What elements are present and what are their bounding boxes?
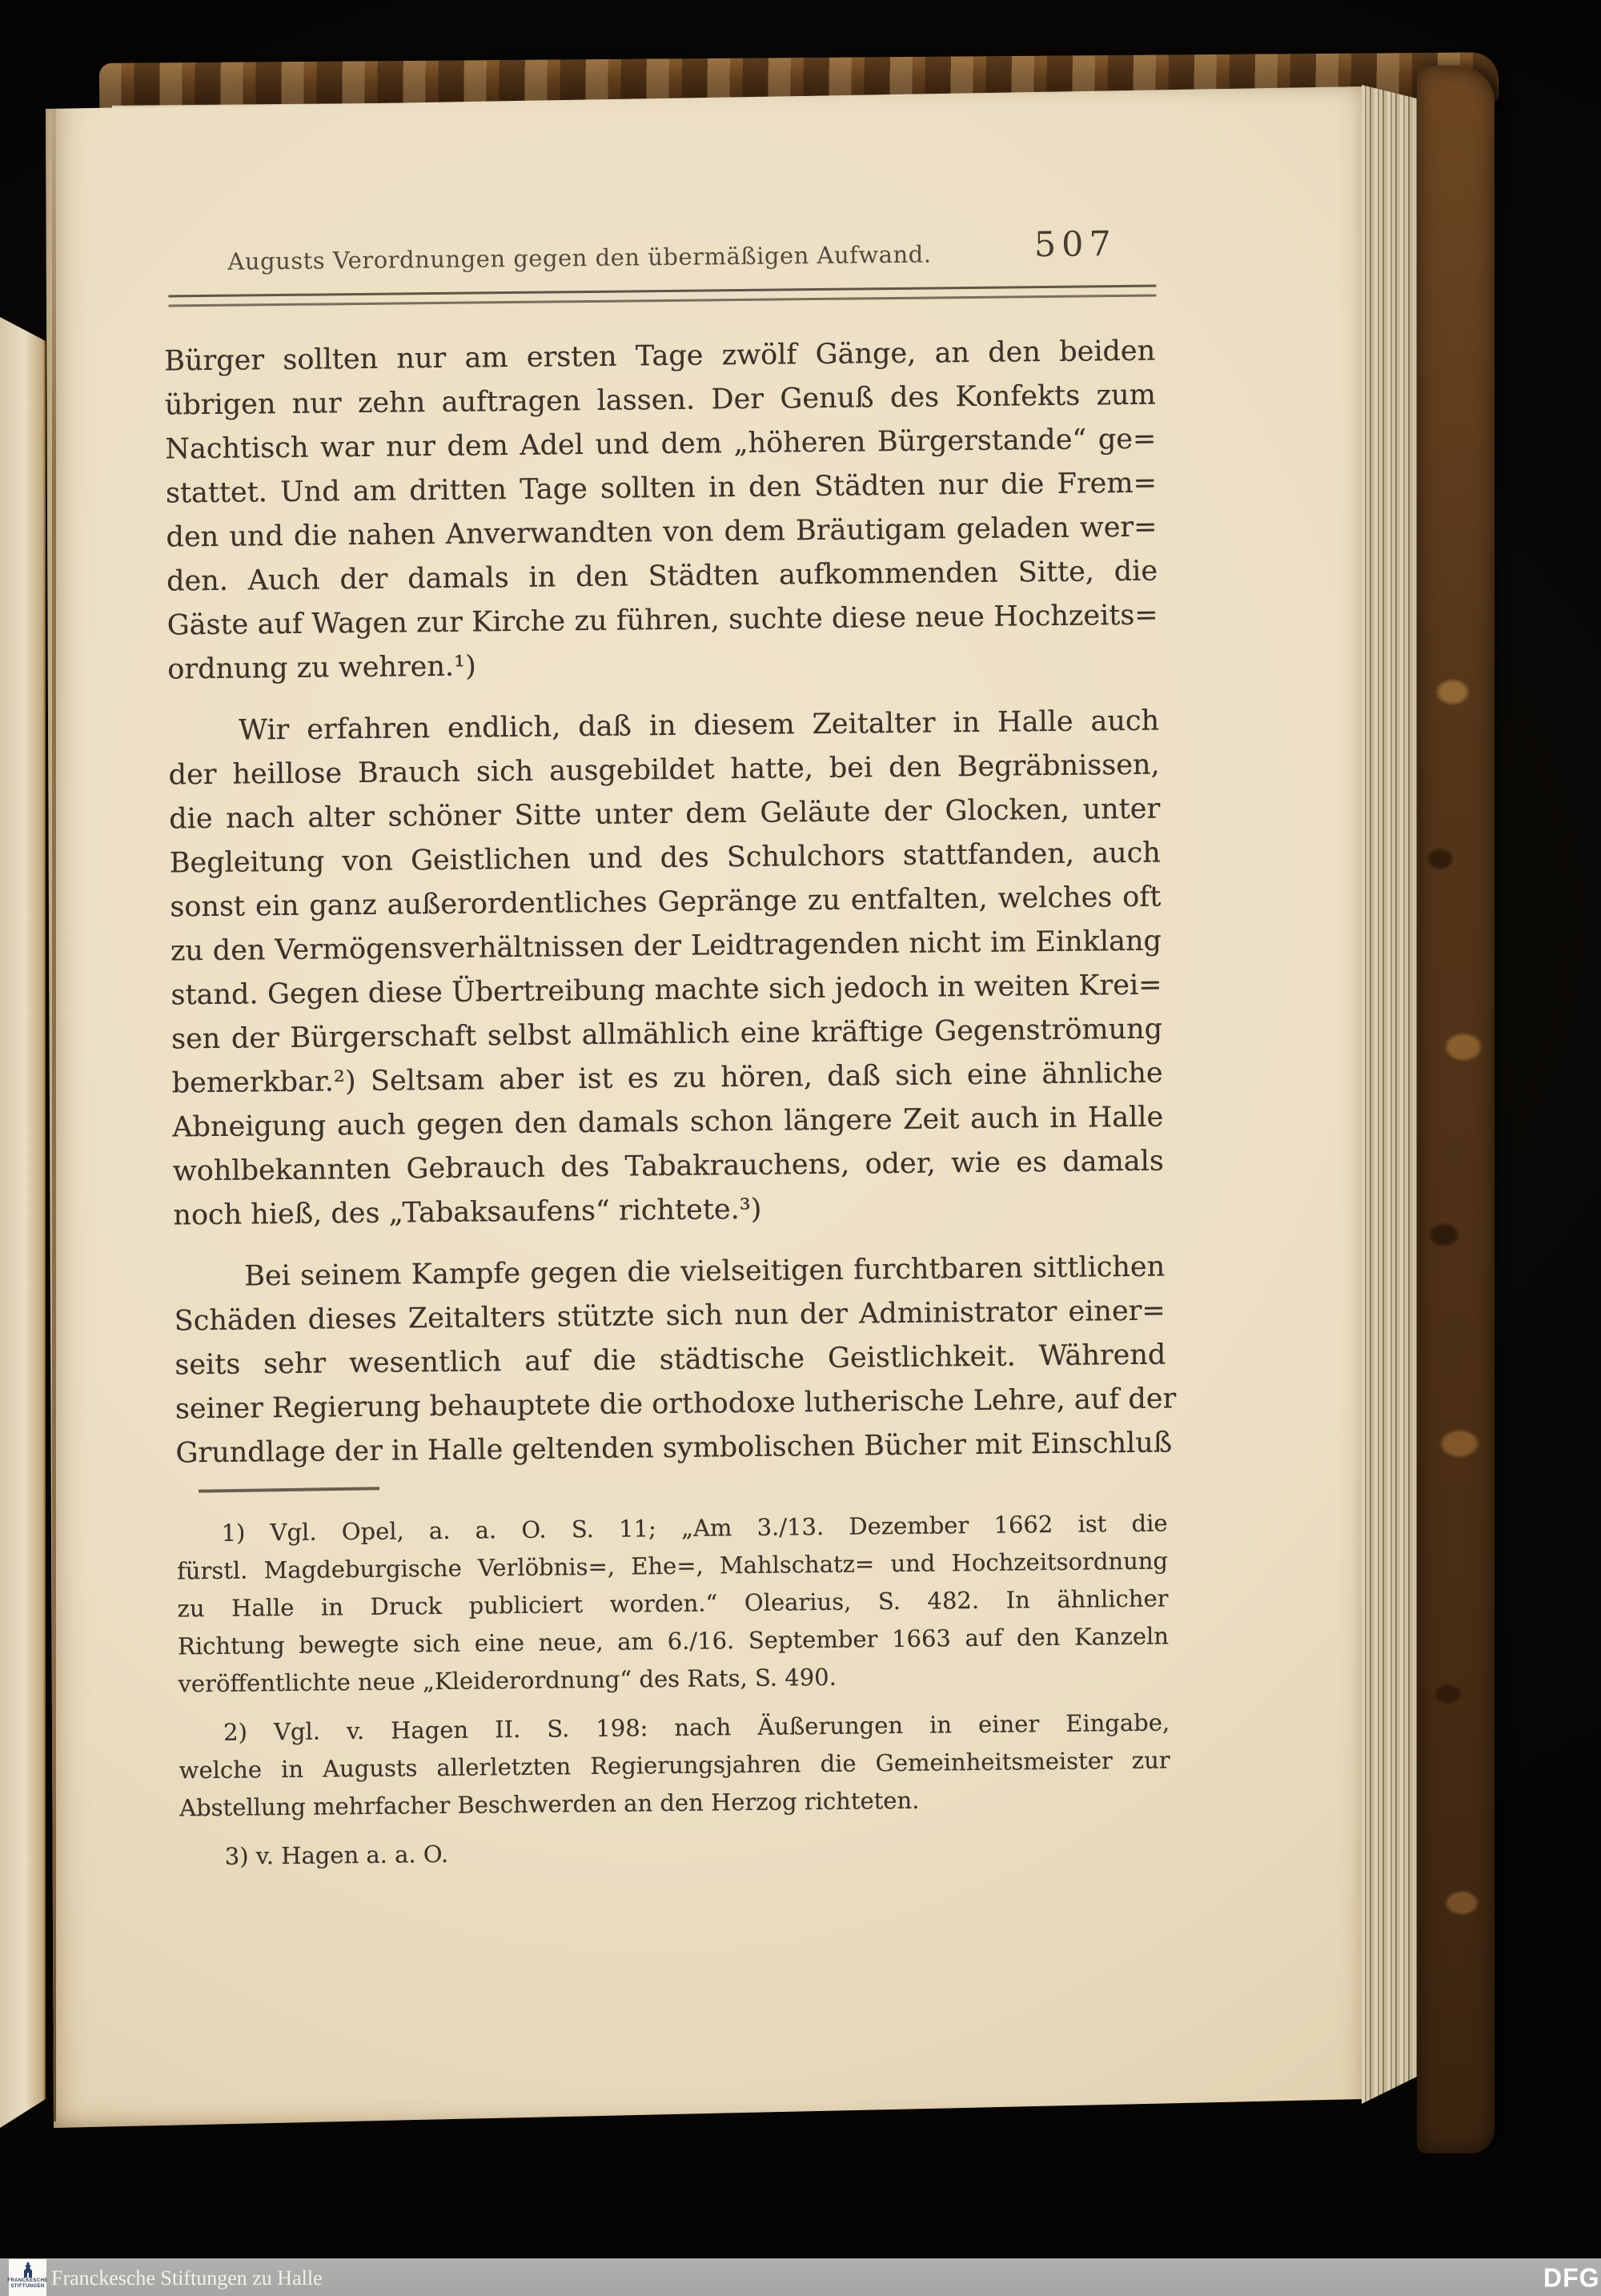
footnote-line: Richtung bewegte sich eine neue, am 6./16. September 1663 auf den Kanzeln	[177, 1622, 1170, 1660]
previous-page-edge	[0, 317, 46, 2128]
footnote-line: 3) v. Hagen a. a. O.	[224, 1840, 449, 1870]
body-line: stattet. Und am dritten Tage sollten in den Städten nur die Frem=	[165, 467, 1158, 510]
dfg-logo: DFG	[1543, 2262, 1600, 2293]
body-line: sonst ein ganz außerordentliches Gepränge zu entfalten, welches oft	[170, 881, 1162, 924]
body-line: zu den Vermögensverhältnissen der Leidtragenden nicht im Einklang	[170, 925, 1162, 968]
footnote-line: Abstellung mehrfacher Beschwerden an den Herzog richteten.	[179, 1786, 920, 1822]
page-stack-right-edges	[1362, 85, 1420, 2104]
body-line: sen der Bürgerschaft selbst allmählich eine kräftige Gegenströmung	[171, 1013, 1163, 1056]
body-line: der heillose Brauch sich ausgebildet hatte, bei den Begräbnissen,	[168, 749, 1160, 792]
body-line: Abneigung auch gegen den damals schon längere Zeit auch in Halle	[172, 1101, 1164, 1144]
logo-caption-line1: FRANCKESCHE	[7, 2278, 48, 2283]
body-line: Bei seinem Kampfe gegen die vielseitigen furchtbaren sittlichen	[244, 1250, 1166, 1293]
body-line: Grundlage der in Halle geltenden symbolischen Bücher mit Einschluß	[175, 1427, 1173, 1470]
body-text	[164, 330, 1177, 1476]
franckesche-logo	[9, 2259, 46, 2296]
page-content	[163, 224, 1177, 1949]
body-line: wohlbekannten Gebrauch des Tabakrauchens, oder, wie es damals	[172, 1145, 1165, 1188]
running-title: Augusts Verordnungen gegen den übermäßigen Aufwand.	[227, 240, 932, 275]
body-line: seiner Regierung behauptete die orthodoxe lutherische Lehre, auf der	[175, 1383, 1177, 1426]
footnote-line: veröffentlichte neue „Kleiderordnung“ des Rats, S. 490.	[178, 1663, 837, 1698]
footer-bar	[0, 2258, 1601, 2296]
body-line: Wir erfahren endlich, daß in diesem Zeitalter in Halle auch	[238, 704, 1160, 747]
body-line: noch hieß, des „Tabaksaufens“ richtete.³)	[173, 1193, 762, 1232]
franckesche-tower-icon	[21, 2262, 35, 2278]
body-line: ordnung zu wehren.¹)	[167, 650, 476, 686]
body-line: den. Auch der damals in den Städten aufkommenden Sitte, die	[166, 555, 1158, 598]
body-line: Nachtisch war nur dem Adel und dem „höheren Bürgerstande“ ge=	[165, 423, 1157, 466]
footnotes	[176, 1504, 1171, 1876]
footnote-line: welche in Augusts allerletzten Regierungsjahren die Gemeinheitsmeister zur	[179, 1746, 1170, 1784]
book-cover-right-edge	[1417, 66, 1495, 2154]
body-line: Schäden dieses Zeitalters stützte sich nun der Administrator einer=	[174, 1295, 1166, 1338]
body-line: bemerkbar.²) Seltsam aber ist es zu hören, daß sich eine ähnliche	[171, 1057, 1163, 1100]
footnote-separator	[199, 1487, 379, 1492]
footnote-line: fürstl. Magdeburgische Verlöbnis=, Ehe=, Mahlschatz= und Hochzeitsordnung	[176, 1547, 1169, 1585]
body-line: übrigen nur zehn auftragen lassen. Der Genuß des Konfekts zum	[164, 379, 1156, 422]
logo-caption	[7, 2278, 47, 2290]
header-rule	[168, 285, 1156, 307]
body-line: seits sehr wesentlich auf die städtische Geistlichkeit. Während	[175, 1339, 1166, 1382]
footnote-line: zu Halle in Druck publiciert worden.“ Olearius, S. 482. In ähnlicher	[177, 1584, 1169, 1623]
body-line: den und die nahen Anverwandten von dem Bräutigam geladen wer=	[166, 511, 1158, 554]
footer-institution: Franckesche Stiftungen zu Halle	[51, 2266, 323, 2290]
body-line: Gäste auf Wagen zur Kirche zu führen, suchte diese neue Hochzeits=	[167, 599, 1158, 642]
body-line: die nach alter schöner Sitte unter dem Geläute der Glocken, unter	[169, 793, 1161, 836]
footnote-line: 1) Vgl. Opel, a. a. O. S. 11; „Am 3./13. Dezember 1662 ist die	[221, 1509, 1168, 1547]
footnote-line: 2) Vgl. v. Hagen II. S. 198: nach Äußerungen in einer Eingabe,	[223, 1708, 1170, 1746]
logo-caption-line2: STIFTUNGEN	[10, 2284, 45, 2289]
body-line: stand. Gegen diese Übertreibung machte sich jedoch in weiten Krei=	[171, 969, 1162, 1012]
body-line: Begleitung von Geistlichen und des Schulchors stattfanden, auch	[169, 837, 1161, 880]
page-number: 507	[1033, 224, 1117, 266]
body-line: Bürger sollten nur am ersten Tage zwölf Gänge, an den beiden	[164, 335, 1156, 378]
